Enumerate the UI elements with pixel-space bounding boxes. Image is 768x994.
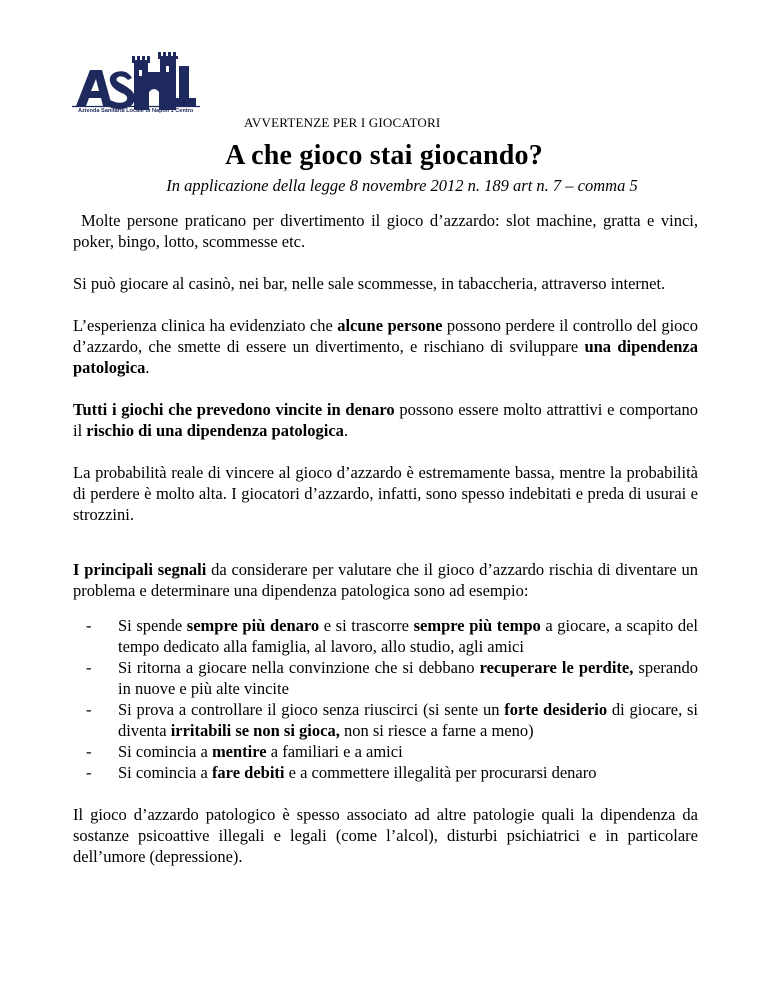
paragraph-places: Si può giocare al casinò, nei bar, nelle sale scommesse, in tabaccheria, attraverso internet. [73,274,666,293]
paragraph-all-games: Tutti i giochi che prevedono vincite in denaro possono essere molto attrattivi e comportano il rischio di una dipendenza patologica. [73,400,699,440]
page-title: A che gioco stai giocando? [225,140,543,171]
document-kicker: AVVERTENZE PER I GIOCATORI [244,115,441,130]
signals-list [73,615,698,783]
paragraph-clinical: L’esperienza clinica ha evidenziato che alcune persone possono perdere il controllo del gioco d’azzardo, che smette di essere un divertimento, e rischiano di sviluppare una dipendenza patologica. [73,316,699,377]
asl-org-name: Azienda Sanitaria Locale di Napoli 1 Centro [78,108,194,114]
paragraph-signals-intro: I principali segnali da considerare per valutare che il gioco d’azzardo rischia di diventare un problema e determinare una dipendenza patologica sono ad esempio: [73,560,698,600]
list-item: - Si prova a controllare il gioco senza riuscirci (si sente un forte desiderio di giocare, si diventa irritabili se non si gioca, non si riesce a farne a meno) [86,700,698,740]
list-item: - Si spende sempre più denaro e si trascorre sempre più tempo a giocare, a scapito del tempo dedicato alla famiglia, al lavoro, allo studio, agli amici [86,616,698,656]
list-item: - Si ritorna a giocare nella convinzione che si debbano recuperare le perdite, sperando in nuove e più alte vincite [86,658,698,698]
asl-logo [72,42,200,124]
paragraph-probability: La probabilità reale di vincere al gioco d’azzardo è estremamente bassa, mentre la probabilità di perdere è molto alta. I giocatori d’azzardo, infatti, sono spesso indebitati e preda di usurai e strozzini. [73,463,698,524]
paragraph-intro: Molte persone praticano per divertimento il gioco d’azzardo: slot machine, gratta e vinci, poker, bingo, lotto, scommesse etc. [73,211,698,251]
page-subtitle: In applicazione della legge 8 novembre 2012 n. 189 art n. 7 – comma 5 [166,176,638,195]
document-body [73,210,698,867]
paragraph-comorbidity: Il gioco d’azzardo patologico è spesso associato ad altre patologie quali la dipendenza da sostanze psicoattive illegali e legali (come l’alcol), disturbi psichiatrici e in particolare dell’umore (depressione). [73,805,698,866]
list-item: - Si comincia a fare debiti e a commettere illegalità per procurarsi denaro [86,763,597,782]
list-item: - Si comincia a mentire a familiari e a amici [86,742,403,761]
